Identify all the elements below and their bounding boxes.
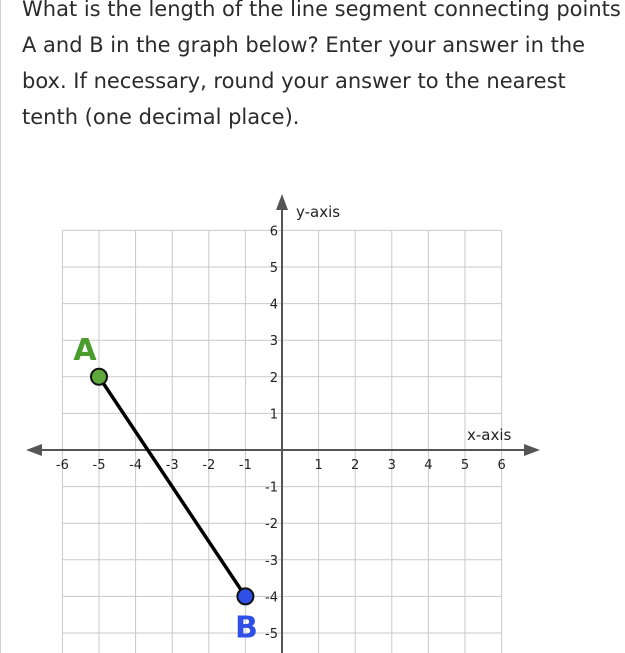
y-tick-label: -5: [265, 627, 278, 642]
x-tick-label: 3: [387, 458, 396, 473]
x-tick-label: -4: [129, 458, 143, 473]
x-tick-label: -1: [238, 458, 252, 473]
point-b: [237, 588, 253, 604]
y-tick-label: 4: [269, 297, 278, 313]
point-label-a: A: [73, 332, 97, 368]
x-tick-label: -6: [55, 458, 69, 473]
y-tick-label: 2: [269, 370, 278, 386]
y-axis-arrow-up: [276, 194, 288, 210]
y-tick-label: 3: [269, 334, 278, 350]
y-tick-label: -2: [265, 517, 278, 533]
y-tick-label: -3: [265, 553, 278, 569]
question-text: What is the length of the line segment connecting points A and B in the graph below? Enter your answer in the box. If necessary, round your answer to the nearest tenth (one decimal place).: [22, 0, 621, 129]
x-axis-title: x-axis: [467, 426, 512, 444]
point-a: [91, 369, 107, 385]
x-tick-label: 2: [351, 458, 360, 473]
y-axis-title: y-axis: [296, 203, 341, 221]
x-tick-label: -5: [92, 458, 106, 473]
y-tick-label: -4: [265, 590, 278, 606]
y-tick-label: 1: [269, 407, 278, 423]
x-axis-arrow-right: [524, 444, 540, 456]
y-tick-label: 6: [269, 224, 278, 240]
y-tick-label: -1: [265, 480, 278, 496]
x-axis-arrow-left: [26, 444, 42, 456]
x-tick-label: 1: [314, 458, 323, 473]
x-tick-label: 4: [424, 458, 433, 473]
y-tick-label: 5: [269, 261, 278, 276]
point-label-b: B: [234, 610, 258, 646]
x-tick-label: -2: [202, 458, 216, 473]
x-tick-label: -3: [165, 458, 179, 473]
x-tick-label: 5: [460, 458, 470, 473]
x-tick-label: 6: [497, 458, 506, 473]
